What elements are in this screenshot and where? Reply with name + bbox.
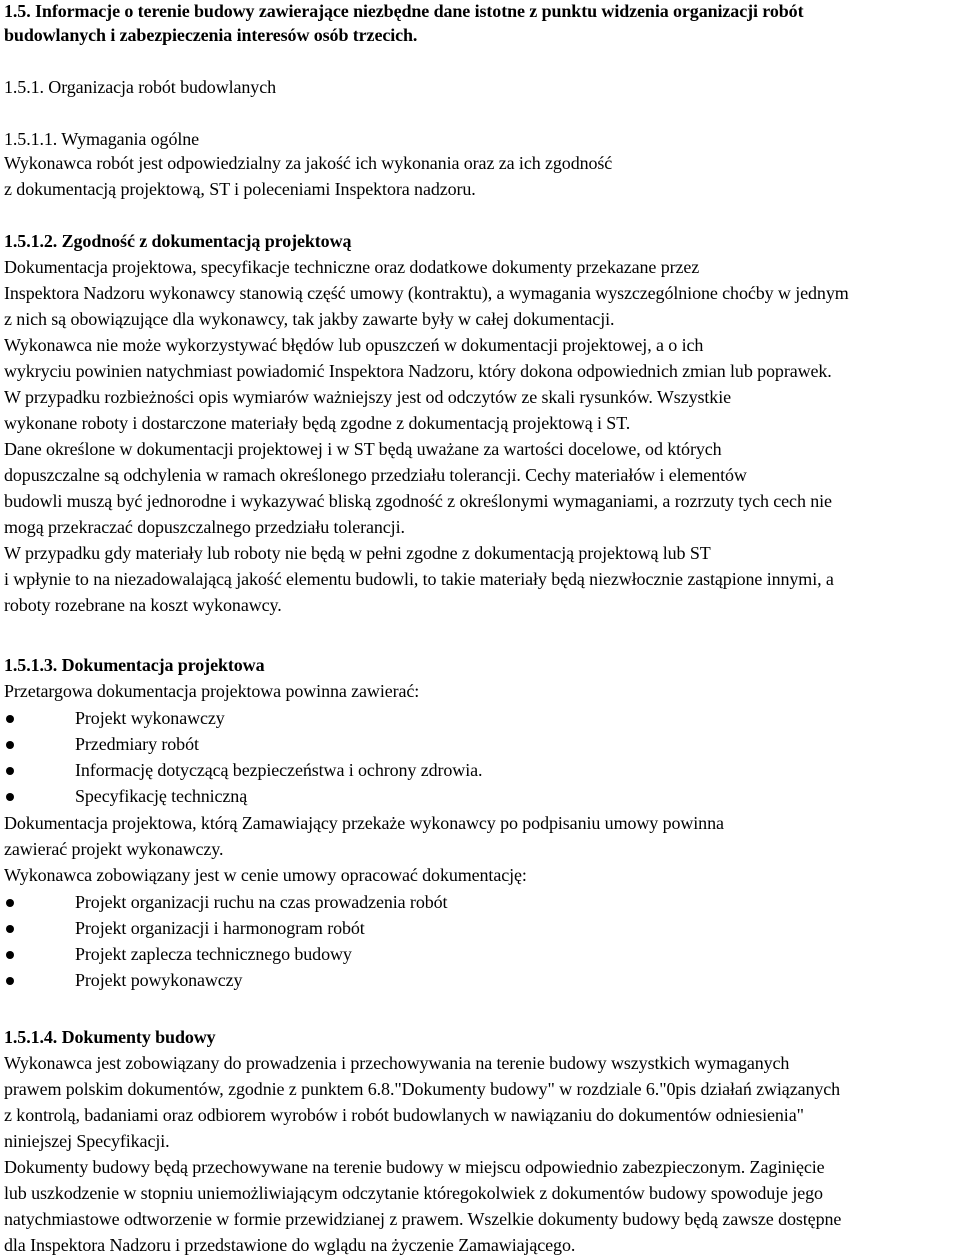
section-heading-1-5-1-3	[4, 654, 264, 676]
list-item: Projekt zaplecza technicznego budowy	[75, 944, 352, 964]
paragraph-line: zawierać projekt wykonawczy.	[4, 839, 224, 859]
section-title: Dokumentacja projektowa	[61, 655, 265, 675]
bullet-icon	[6, 951, 14, 959]
bullet-icon	[6, 793, 14, 801]
bullet-icon	[6, 741, 14, 749]
paragraph-line: Wykonawca nie może wykorzystywać błędów lub opuszczeń w dokumentacji projektowej, a o ich	[4, 335, 704, 355]
paragraph-line: z kontrolą, badaniami oraz odbiorem wyrobów i robót budowlanych w nawiązaniu do dokumentów odniesienia"	[4, 1105, 804, 1125]
section-title: Zgodność z dokumentacją projektową	[61, 231, 352, 251]
list-item: Przedmiary robót	[75, 734, 199, 754]
bullet-icon	[6, 977, 14, 985]
paragraph-line: Dokumenty budowy będą przechowywane na terenie budowy w miejscu odpowiednio zabezpieczonym. Zaginięcie	[4, 1157, 825, 1177]
paragraph-line: Wykonawca robót jest odpowiedzialny za jakość ich wykonania oraz za ich zgodność	[4, 153, 613, 173]
paragraph-line: mogą przekraczać dopuszczalnego przedziału tolerancji.	[4, 517, 405, 537]
paragraph-line: niniejszej Specyfikacji.	[4, 1131, 170, 1151]
section-title: Dokumenty budowy	[61, 1027, 216, 1047]
paragraph-line: dopuszczalne są odchylenia w ramach określonego przedziału tolerancji. Cechy materiałów i elementów	[4, 465, 747, 485]
paragraph-line: Dokumentacja projektowa, którą Zamawiający przekaże wykonawcy po podpisaniu umowy powinna	[4, 813, 724, 833]
section-number: 1.5.1.1.	[4, 129, 58, 149]
paragraph-line: lub uszkodzenie w stopniu uniemożliwiającym odczytanie któregokolwiek z dokumentów budowy spowoduje jego	[4, 1183, 823, 1203]
section-heading-1-5-1-1	[4, 128, 199, 150]
bullet-icon	[6, 925, 14, 933]
paragraph-line: Inspektora Nadzoru wykonawcy stanowią część umowy (kontraktu), a wymagania wyszczególnione choćby w jednym	[4, 283, 849, 303]
paragraph-line: Wykonawca jest zobowiązany do prowadzenia i przechowywania na terenie budowy wszystkich wymaganych	[4, 1053, 790, 1073]
bullet-icon	[6, 767, 14, 775]
list-item: Informację dotyczącą bezpieczeństwa i ochrony zdrowia.	[75, 760, 483, 780]
paragraph-line: roboty rozebrane na koszt wykonawcy.	[4, 595, 282, 615]
paragraph-line: Dokumentacja projektowa, specyfikacje techniczne oraz dodatkowe dokumenty przekazane przez	[4, 257, 700, 277]
section-heading-1-5-1-4	[4, 1026, 216, 1048]
section-heading-1-5-line-1: 1.5. Informacje o terenie budowy zawierające niezbędne dane istotne z punktu widzenia organizacji robót	[4, 1, 804, 21]
paragraph-line: natychmiastowe odtworzenie w formie przewidzianej z prawem. Wszelkie dokumenty budowy będą zawsze dostępne	[4, 1209, 842, 1229]
list-item: Projekt organizacji i harmonogram robót	[75, 918, 365, 938]
bullet-icon	[6, 715, 14, 723]
paragraph-line: Wykonawca zobowiązany jest w cenie umowy opracować dokumentację:	[4, 865, 527, 885]
paragraph-line: wykryciu powinien natychmiast powiadomić Inspektora Nadzoru, który dokona odpowiednich zmian lub poprawek.	[4, 361, 832, 381]
paragraph-line: W przypadku gdy materiały lub roboty nie będą w pełni zgodne z dokumentacją projektową lub ST	[4, 543, 711, 563]
paragraph-line: wykonane roboty i dostarczone materiały będą zgodne z dokumentacją projektową i ST.	[4, 413, 631, 433]
paragraph-line: budowli muszą być jednorodne i wykazywać bliską zgodność z określonymi wymaganiami, a rozrzuty tych cech nie	[4, 491, 832, 511]
list-item: Projekt wykonawczy	[75, 708, 225, 728]
paragraph-line: prawem polskim dokumentów, zgodnie z punktem 6.8."Dokumenty budowy" w rozdziale 6."0pis działań związanych	[4, 1079, 841, 1099]
section-heading-1-5-1: 1.5.1. Organizacja robót budowlanych	[4, 77, 276, 97]
list-item: Specyfikację techniczną	[75, 786, 248, 806]
paragraph-line: Przetargowa dokumentacja projektowa powinna zawierać:	[4, 681, 420, 701]
section-number: 1.5.1.3.	[4, 655, 58, 675]
list-item: Projekt powykonawczy	[75, 970, 243, 990]
paragraph-line: i wpłynie to na niezadowalającą jakość elementu budowli, to takie materiały będą niezwłocznie zastąpione innymi, a	[4, 569, 834, 589]
section-number: 1.5.1.2.	[4, 231, 58, 251]
paragraph-line: W przypadku rozbieżności opis wymiarów ważniejszy jest od odczytów ze skali rysunków. Wszystkie	[4, 387, 731, 407]
bullet-icon	[6, 899, 14, 907]
paragraph-line: z dokumentacją projektową, ST i poleceniami Inspektora nadzoru.	[4, 179, 476, 199]
section-number: 1.5.1.4.	[4, 1027, 58, 1047]
paragraph-line: z nich są obowiązujące dla wykonawcy, tak jakby zawarte były w całej dokumentacji.	[4, 309, 615, 329]
paragraph-line: Dane określone w dokumentacji projektowej i w ST będą uważane za wartości docelowe, od których	[4, 439, 722, 459]
list-item: Projekt organizacji ruchu na czas prowadzenia robót	[75, 892, 448, 912]
section-heading-1-5-line-2: budowlanych i zabezpieczenia interesów osób trzecich.	[4, 25, 418, 45]
section-heading-1-5-1-2	[4, 230, 351, 252]
paragraph-line: dla Inspektora Nadzoru i przedstawione do wglądu na życzenie Zamawiającego.	[4, 1235, 576, 1255]
section-title: Wymagania ogólne	[61, 129, 200, 149]
